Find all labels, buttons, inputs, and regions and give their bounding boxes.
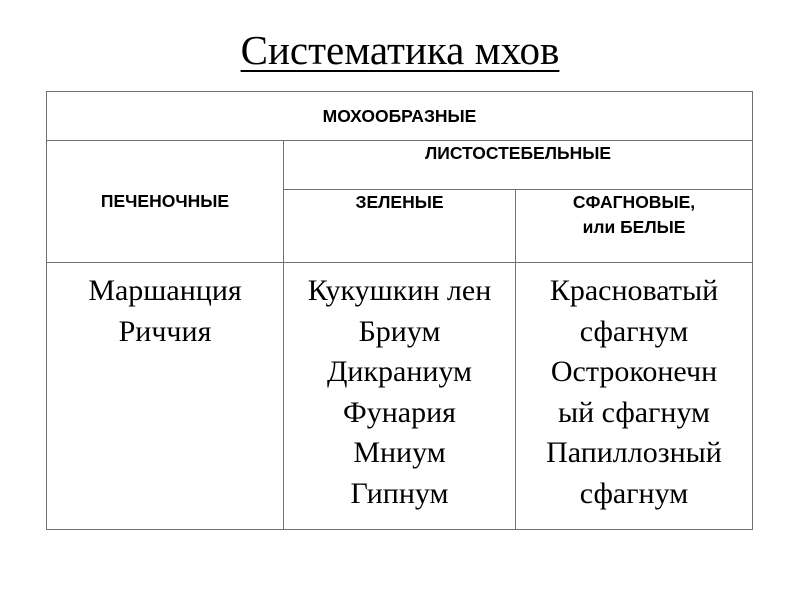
header-sphagnum-line: или БЕЛЫЕ [582,217,686,237]
list-item: Красноватый [549,274,719,307]
liverworts-list [47,263,284,530]
list-item: Дикраниум [326,355,473,388]
page-title: Систематика мхов [240,27,560,73]
list-item: Гипнум [350,476,449,510]
list-item: сфагнум [579,314,689,348]
list-item: Остроконечн [550,355,718,388]
list-item: Кукушкин лен [307,274,492,307]
list-item: Маршанция [88,274,242,307]
header-sphagnum-mosses [516,190,753,263]
sphagnum-mosses-list [516,263,753,530]
list-item: Риччия [118,314,212,348]
header-leafy-mosses: ЛИСТОСТЕБЕЛЬНЫЕ [284,141,753,190]
list-item: Папиллозный [546,436,722,469]
table-row [47,141,753,190]
green-mosses-list [284,263,516,530]
list-item: Мниум [353,436,446,469]
moss-classification-table [46,91,753,530]
list-item: Бриум [358,314,441,348]
list-item: Фунария [343,395,456,429]
header-green-mosses: ЗЕЛЕНЫЕ [284,190,516,263]
list-item: сфагнум [579,476,689,510]
header-sphagnum-line: СФАГНОВЫЕ, [572,192,696,212]
header-liverworts: ПЕЧЕНОЧНЫЕ [47,141,284,263]
table-row [47,92,753,141]
table-row [47,263,753,530]
header-mossy-plants: МОХООБРАЗНЫЕ [47,92,753,141]
list-item: ый сфагнум [557,395,711,429]
